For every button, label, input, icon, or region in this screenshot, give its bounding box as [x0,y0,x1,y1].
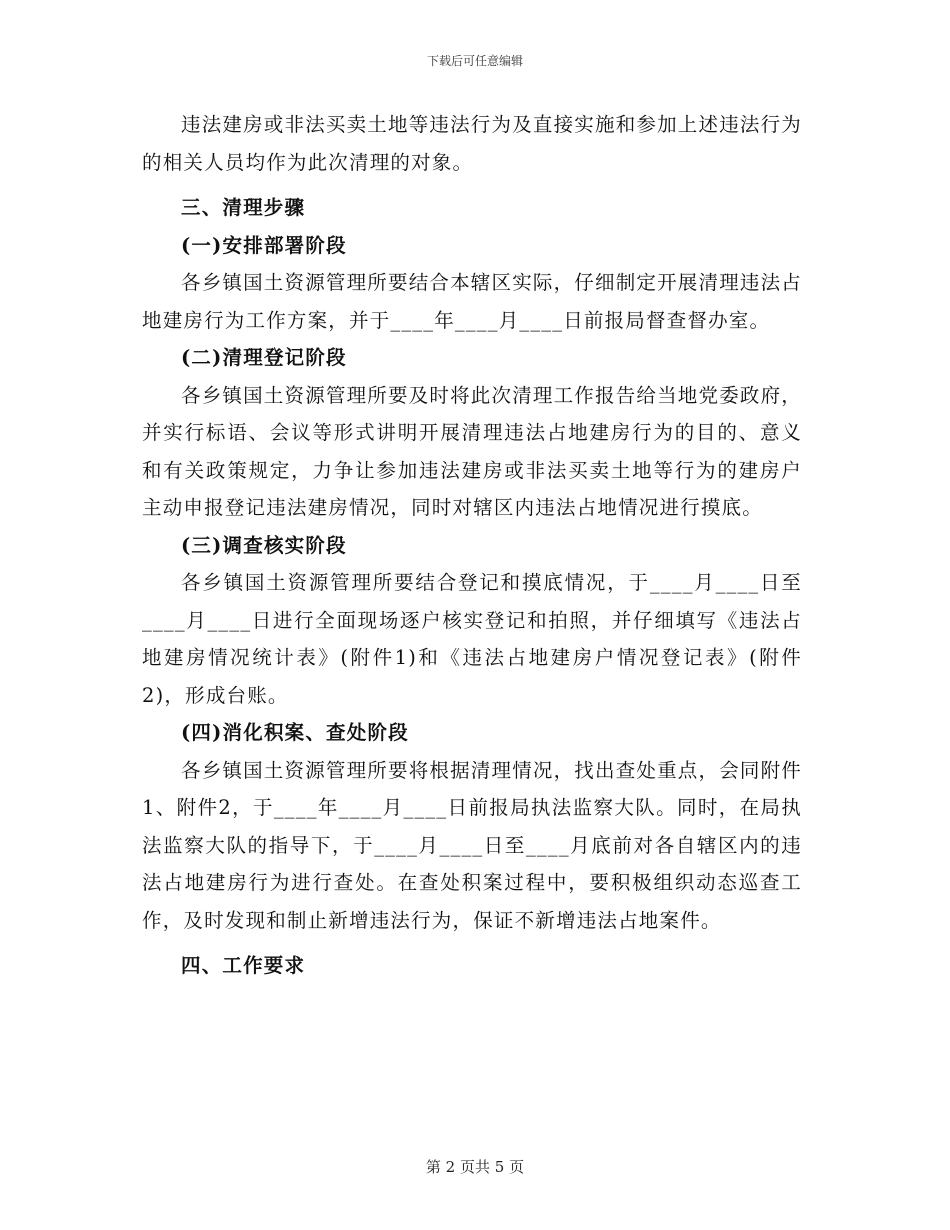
subheading-verification: (三)调查核实阶段 [181,533,347,557]
paragraph-handling: 各乡镇国土资源管理所要将根据清理情况，找出查处重点，会同附件1、附件2，于____年____月____日前报局执法监察大队。同时，在局执法监察大队的指导下，于____月____日至____月底前对各自辖区内的违法占地建房行为进行查处。在查处积案过程中，要积极组织动态巡查工作，及时发现和制止新增违法行为，保证不新增违法占地案件。 [142,758,803,932]
subheading-deployment: (一)安排部署阶段 [181,233,347,257]
page-header: 下载后可任意编辑 [426,54,523,68]
section-heading-requirements: 四、工作要求 [181,954,306,977]
section-heading-steps: 三、清理步骤 [181,196,306,219]
document-body [142,106,802,985]
paragraph-clean-targets: 违法建房或非法买卖土地等违法行为及直接实施和参加上述违法行为的相关人员均作为此次清理的对象。 [142,113,803,174]
subheading-registration: (二)清理登记阶段 [181,346,347,369]
paragraph-deployment: 各乡镇国土资源管理所要结合本辖区实际，仔细制定开展清理违法占地建房行为工作方案，并于____年____月____日前报局督查督办室。 [142,271,803,332]
paragraph-registration: 各乡镇国土资源管理所要及时将此次清理工作报告给当地党委政府，并实行标语、会议等形式讲明开展清理违法占地建房行为的目的、意义和有关政策规定，力争让参加违法建房或非法买卖土地等行为的建房户主动申报登记违法建房情况，同时对辖区内违法占地情况进行摸底。 [142,383,803,519]
page-number: 第 2 页共 5 页 [425,1158,525,1176]
paragraph-verification: 各乡镇国土资源管理所要结合登记和摸底情况，于____月____日至____月____日进行全面现场逐户核实登记和拍照，并仔细填写《违法占地建房情况统计表》(附件1)和《违法占地建房户情况登记表》(附件2)，形成台账。 [142,571,802,707]
subheading-handling: (四)消化积案、查处阶段 [181,721,409,744]
